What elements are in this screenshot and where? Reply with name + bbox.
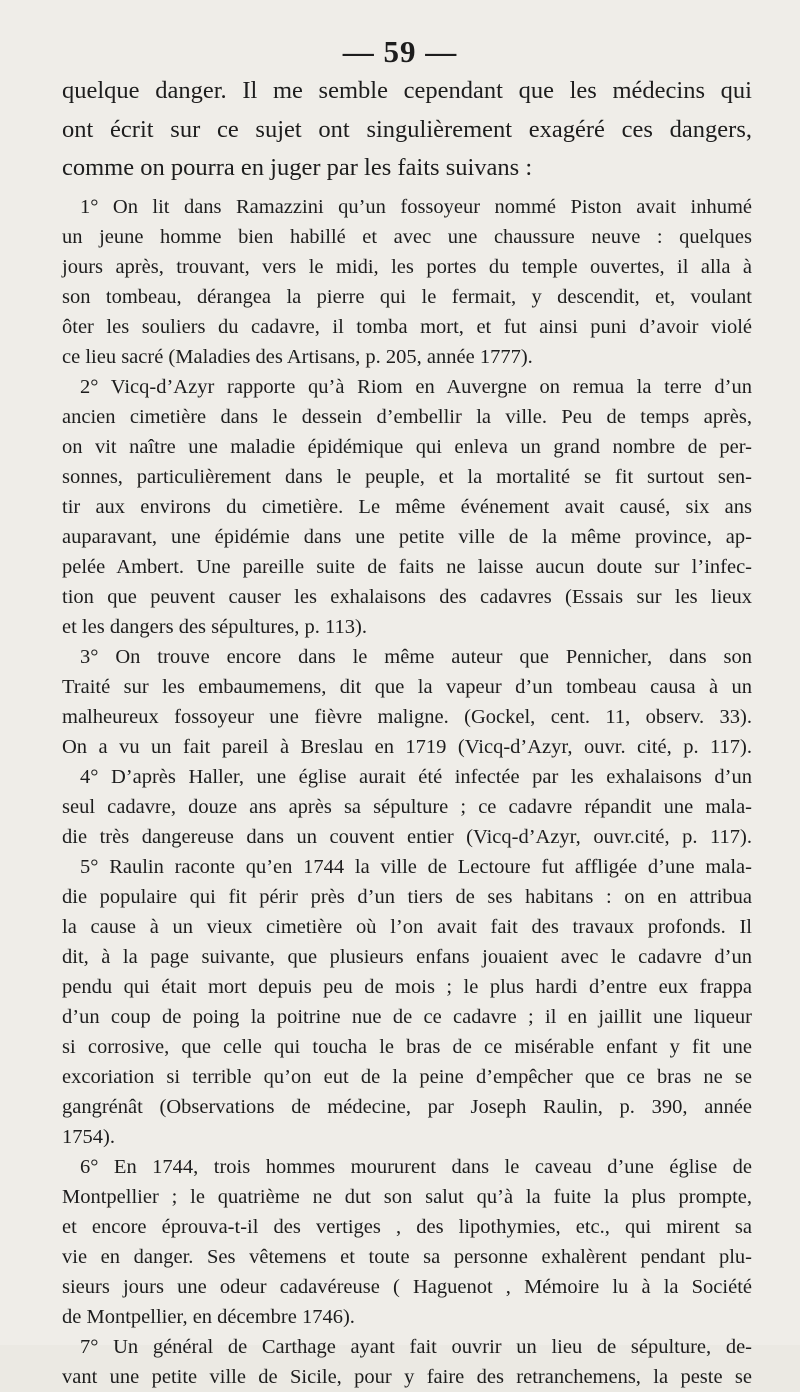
text-line: 6° En 1744, trois hommes moururent dans le caveau d’une église de xyxy=(80,1155,752,1178)
text-line: quelque danger. Il me semble cependant que les médecins qui xyxy=(62,77,752,104)
text-line: sonnes, particulièrement dans le peuple, et la mortalité se fit surtout sen- xyxy=(62,465,752,488)
text-line: jours après, trouvant, vers le midi, les portes du temple ouvertes, il alla à xyxy=(62,255,752,278)
text-line: d’un coup de poing la poitrine nue de ce cadavre ; il en jaillit une liqueur xyxy=(62,1005,752,1028)
text-line: 5° Raulin raconte qu’en 1744 la ville de Lectoure fut affligée d’une mala- xyxy=(80,855,752,878)
text-line: tir aux environs du cimetière. Le même événement avait causé, six ans xyxy=(62,495,752,518)
paragraph-4 xyxy=(62,762,752,852)
text-line: et encore éprouva-t-il des vertiges , des lipothymies, etc., qui mirent sa xyxy=(62,1215,752,1238)
text-line: ôter les souliers du cadavre, il tomba mort, et fut ainsi puni d’avoir violé xyxy=(62,315,752,338)
paragraph-intro xyxy=(62,72,752,188)
text-line: auparavant, une épidémie dans une petite ville de la même province, ap- xyxy=(62,525,752,548)
text-line: gangrénât (Observations de médecine, par Joseph Raulin, p. 390, année xyxy=(62,1095,752,1118)
text-line: malheureux fossoyeur une fièvre maligne. (Gockel, cent. 11, observ. 33). xyxy=(62,705,752,728)
text-line: ancien cimetière dans le dessein d’embellir la ville. Peu de temps après, xyxy=(62,405,752,428)
text-line: si corrosive, que celle qui toucha le bras de ce misérable enfant y fit une xyxy=(62,1035,752,1058)
text-line: ont écrit sur ce sujet ont singulièrement exagéré ces dangers, xyxy=(62,115,752,143)
paragraph-5 xyxy=(62,852,752,1152)
text-line: tion que peuvent causer les exhalaisons des cadavres (Essais sur les lieux xyxy=(62,585,752,608)
text-line: 1754). xyxy=(62,1125,115,1148)
text-line: On a vu un fait pareil à Breslau en 1719 (Vicq-d’Azyr, ouvr. cité, p. 117). xyxy=(62,735,752,758)
text-line: comme on pourra en juger par les faits suivans : xyxy=(62,154,533,181)
text-line: pendu qui était mort depuis peu de mois ; le plus hardi d’entre eux frappa xyxy=(62,975,752,998)
text-line: et les dangers des sépultures, p. 113). xyxy=(62,615,367,638)
text-line: sieurs jours une odeur cadavéreuse ( Haguenot , Mémoire lu à la Société xyxy=(62,1275,752,1298)
text-line: pelée Ambert. Une pareille suite de faits ne laisse aucun doute sur l’infec- xyxy=(62,555,752,578)
text-line: 2° Vicq-d’Azyr rapporte qu’à Riom en Auvergne on remua la terre d’un xyxy=(80,375,752,398)
text-line: 7° Un général de Carthage ayant fait ouvrir un lieu de sépulture, de- xyxy=(80,1335,752,1358)
paragraph-6 xyxy=(62,1152,752,1332)
paragraph-7 xyxy=(62,1332,752,1392)
text-line: dit, à la page suivante, que plusieurs enfans jouaient avec le cadavre d’un xyxy=(62,945,752,968)
text-line: 4° D’après Haller, une église aurait été infectée par les exhalaisons d’un xyxy=(80,765,752,788)
text-line: seul cadavre, douze ans après sa sépulture ; ce cadavre répandit une mala- xyxy=(62,795,752,818)
text-line: vie en danger. Ses vêtemens et toute sa personne exhalèrent pendant plu- xyxy=(62,1245,752,1268)
text-line: die très dangereuse dans un couvent entier (Vicq-d’Azyr, ouvr.cité, p. 117). xyxy=(62,825,752,848)
text-line: la cause à un vieux cimetière où l’on avait fait des travaux profonds. Il xyxy=(62,915,752,938)
text-line: de Montpellier, en décembre 1746). xyxy=(62,1305,355,1328)
text-line: ce lieu sacré (Maladies des Artisans, p. 205, année 1777). xyxy=(62,345,533,368)
text-line: Traité sur les embaumemens, dit que la vapeur d’un tombeau causa à un xyxy=(62,675,752,698)
text-line: Montpellier ; le quatrième ne dut son salut qu’à la fuite la plus prompte, xyxy=(62,1185,752,1208)
text-line: 1° On lit dans Ramazzini qu’un fossoyeur nommé Piston avait inhumé xyxy=(80,195,752,218)
text-line: 3° On trouve encore dans le même auteur que Pennicher, dans son xyxy=(80,645,752,668)
text-line: on vit naître une maladie épidémique qui enleva un grand nombre de per- xyxy=(62,435,752,458)
text-line: die populaire qui fit périr près d’un tiers de ses habitans : on en attribua xyxy=(62,885,752,908)
text-line: son tombeau, dérangea la pierre qui le fermait, y descendit, et, voulant xyxy=(62,285,752,308)
text-line: excoriation si terrible qu’on eut de la peine d’empêcher que ce bras ne se xyxy=(62,1065,752,1088)
text-line: un jeune homme bien habillé et avec une chaussure neuve : quelques xyxy=(62,225,752,248)
paragraph-2 xyxy=(62,372,752,642)
paragraph-1 xyxy=(62,192,752,372)
paragraph-3 xyxy=(62,642,752,762)
page-text xyxy=(62,72,752,1392)
text-line: vant une petite ville de Sicile, pour y faire des retranchemens, la peste se xyxy=(62,1365,752,1388)
page-number: — 59 — xyxy=(342,34,458,69)
